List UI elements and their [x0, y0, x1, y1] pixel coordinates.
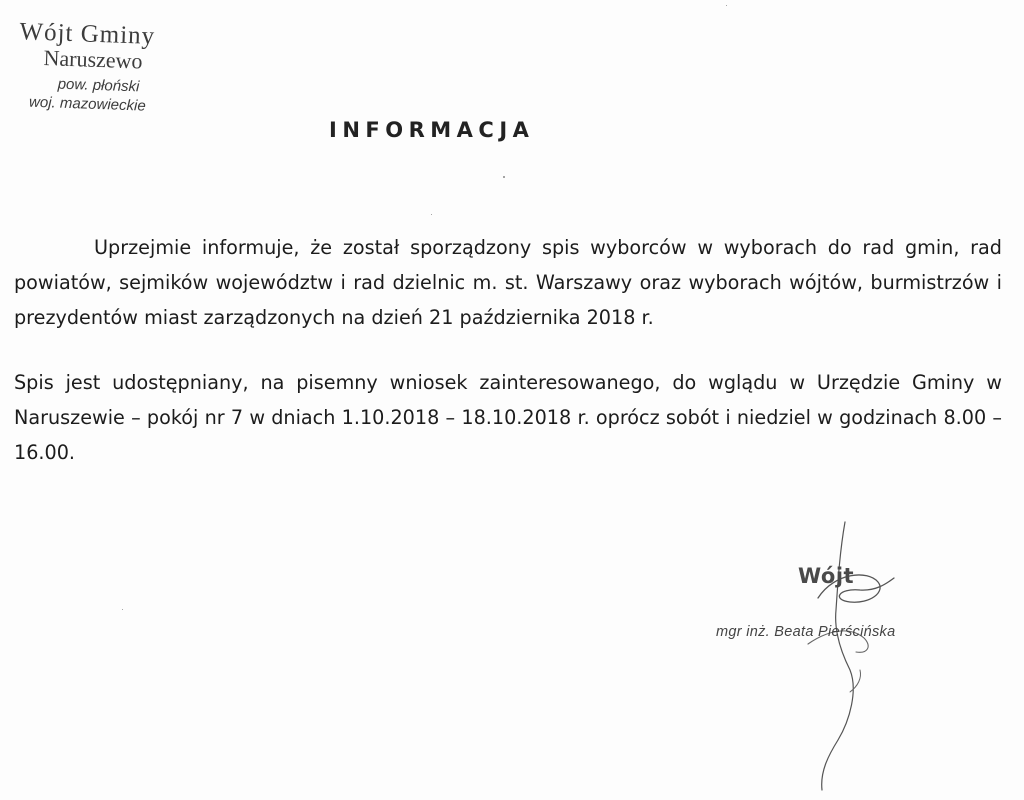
document-heading: INFORMACJA: [329, 118, 535, 142]
scan-speck: [503, 176, 505, 178]
scan-speck: [726, 5, 727, 6]
stamp-voivodeship: woj. mazowieckie: [28, 93, 147, 115]
paragraph-availability: Spis jest udostępniany, na pisemny wniosek zainteresowanego, do wglądu w Urzędzie Gminy w Naruszewie – pokój nr 7 w dniach 1.10.2018 – 18.10.2018 r. oprócz sobót i niedziel w godzinach 8.00 – 16.00.: [14, 371, 1002, 464]
scan-speck: [122, 609, 123, 610]
signature-block: [700, 520, 1000, 800]
stamp-municipality: Naruszewo: [43, 45, 143, 74]
signature-stamp-title: Wójt: [798, 564, 855, 588]
stamp-title: Wójt Gminy: [19, 18, 156, 50]
paragraph-voter-list: Uprzejmie informuje, że został sporządzony spis wyborców w wyborach do rad gmin, rad powiatów, sejmików województw i rad dzielnic m. st. Warszawy oraz wyborach wójtów, burmistrzów i prezydentów miast zarządzonych na dzień 21 października 2018 r.: [14, 236, 1002, 329]
handwritten-signature-icon: [700, 520, 1000, 800]
scan-speck: [431, 214, 432, 215]
office-stamp: [11, 18, 224, 117]
stamp-county: pow. płoński: [57, 75, 140, 96]
signatory-name: mgr inż. Beata Pierścińska: [716, 624, 896, 640]
